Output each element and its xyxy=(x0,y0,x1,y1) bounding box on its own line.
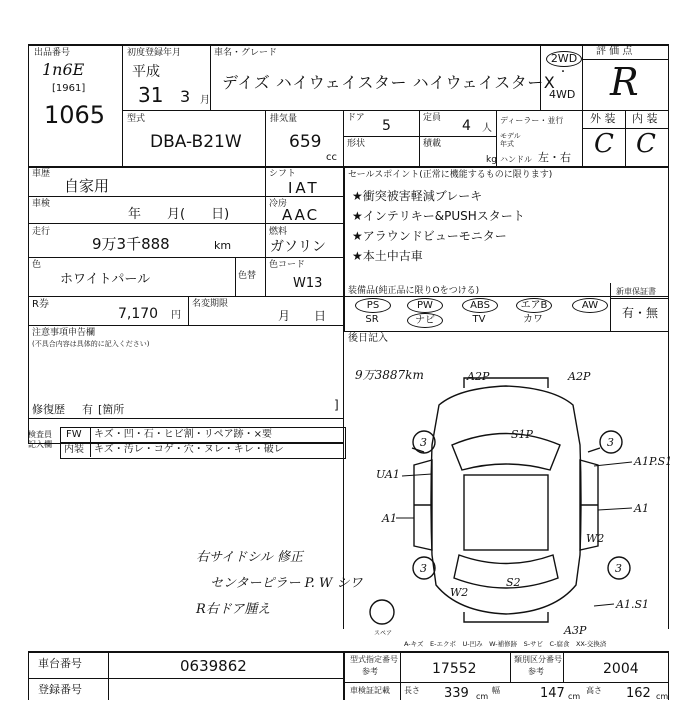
repaint-label: 色替 xyxy=(238,271,257,281)
grade-label: 評 価 点 xyxy=(596,46,633,57)
lot-number: 1065 xyxy=(44,101,106,129)
equip-airbag: エアB xyxy=(516,298,552,313)
shape-label: 形状 xyxy=(347,139,366,149)
ac-label: 冷房 xyxy=(269,199,288,209)
repair-label: 修復歴 xyxy=(32,403,65,416)
mark-w2-rear-left: W2 xyxy=(450,586,469,599)
wheel-mark: 3 xyxy=(615,562,622,575)
model-year-label: モデル 年式 xyxy=(500,132,521,148)
mark-a1p-s1: A1P.S1 xyxy=(634,455,673,468)
equip-tv: TV xyxy=(472,314,486,325)
first-reg-label: 初度登録年月 xyxy=(127,48,182,58)
width-label: 幅 xyxy=(492,686,500,695)
car-condition-diagram xyxy=(344,350,673,650)
km-unit: km xyxy=(214,239,232,252)
displacement-label: 排気量 xyxy=(270,114,298,124)
notes-title: 注意事項申告欄 xyxy=(32,328,96,338)
lot-label: 出品番号 xyxy=(34,48,71,58)
usage-value: 自家用 xyxy=(64,177,110,195)
width-unit: cm xyxy=(568,692,581,701)
inspector-label: 検査員 記入欄 xyxy=(28,430,52,449)
hand-note-3: R右ドア腫え xyxy=(196,602,271,617)
height-unit: cm xyxy=(656,692,669,701)
registration-label: 登録番号 xyxy=(38,683,82,696)
handle-value: 左・右 xyxy=(538,151,571,164)
interior-value: C xyxy=(636,129,656,159)
selling-point: ★本土中古車 xyxy=(352,249,423,263)
legend-interior-text: キズ・汚レ・コゲ・穴・ヌレ・キレ・破レ xyxy=(94,444,284,455)
mark-a3p: A3P xyxy=(564,624,587,637)
diagram-title: 後日記入 xyxy=(348,333,388,344)
color-code-value: W13 xyxy=(293,276,323,291)
equip-pw: PW xyxy=(407,298,443,313)
model-value: DBA-B21W xyxy=(150,132,242,152)
model-label: 型式 xyxy=(127,114,146,124)
inspection-label: 車検 xyxy=(32,199,51,209)
wheel-mark: 3 xyxy=(607,436,614,449)
mark-a2p-front-left: A2P xyxy=(467,370,490,383)
reg-year: 31 xyxy=(138,83,164,107)
height-value: 162 xyxy=(626,686,651,701)
category-reference-label: 参考 xyxy=(528,667,544,676)
color-code-label: 色コード xyxy=(269,260,306,270)
doors-label: ドア xyxy=(347,113,365,123)
width-value: 147 xyxy=(540,686,565,701)
selling-point: ★アラウンドビューモニター xyxy=(352,229,507,243)
fuel-label: 燃料 xyxy=(269,227,288,237)
legend-fw: FW xyxy=(66,429,82,440)
chassis-value: 0639862 xyxy=(180,657,247,675)
mark-a1-right: A1 xyxy=(634,502,649,515)
exterior-label: 外 装 xyxy=(590,112,616,125)
spare-tire-icon xyxy=(370,600,394,624)
cert-label: 車検証記載 xyxy=(350,686,390,695)
lot-sub-number: [1961] xyxy=(52,83,86,94)
shift-value: IAT xyxy=(288,179,320,197)
month-unit: 月 xyxy=(200,95,210,106)
repair-bracket: ] xyxy=(334,398,339,412)
recycle-value: 7,170 xyxy=(118,306,159,322)
length-unit: cm xyxy=(476,692,489,701)
lot-hand-code: 1n6E xyxy=(42,60,85,79)
type-designation-label: 型式指定番号 xyxy=(350,655,398,664)
equip-aw: AW xyxy=(572,298,608,313)
capacity-value: 4 xyxy=(462,118,471,134)
selling-point: ★衝突被害軽減ブレーキ xyxy=(352,189,483,203)
selling-point: ★インテリキー&PUSHスタート xyxy=(352,209,525,223)
category-value: 2004 xyxy=(603,661,639,677)
mark-a1-left: A1 xyxy=(382,512,397,525)
legend-fw-text: キズ・凹・石・ヒビ割・リペア跡・×要 xyxy=(94,429,272,440)
grade-value: R xyxy=(610,60,639,104)
repair-value: 有 xyxy=(82,403,93,416)
dealer-label: ディーラー・並行 xyxy=(500,116,564,125)
hand-note-1: 右サイドシル 修正 xyxy=(196,550,303,565)
roof xyxy=(464,475,548,550)
ac-value: AAC xyxy=(282,206,320,224)
handle-label: ハンドル xyxy=(500,155,532,164)
length-value: 339 xyxy=(444,686,469,701)
equip-leather: カワ xyxy=(523,314,543,325)
drive-4wd: 4WD xyxy=(549,88,576,101)
wheel-mark: 3 xyxy=(420,562,427,575)
repair-unit: [箇所 xyxy=(98,403,125,416)
exterior-value: C xyxy=(594,129,614,159)
recycle-due-value: 月 日 xyxy=(278,309,327,323)
equip-ps: PS xyxy=(355,298,391,313)
category-label: 類別区分番号 xyxy=(514,655,562,664)
capacity-label: 定員 xyxy=(423,113,442,123)
inspection-value: 年 月( 日) xyxy=(128,207,230,222)
damage-code-legend: A-キズ E-エクボ U-凹み W-補修跡 S-サビ C-腐食 XX-交換済 xyxy=(404,640,607,648)
mileage-label: 走行 xyxy=(32,227,51,237)
interior-label: 内 装 xyxy=(632,112,658,125)
notes-subtitle: (不具合内容は具体的に記入ください) xyxy=(32,340,150,348)
yen-unit: 円 xyxy=(171,310,181,321)
selling-points-title: セールスポイント(正常に機能するものに限ります) xyxy=(348,170,553,180)
load-label: 積載 xyxy=(423,139,442,149)
reg-month: 3 xyxy=(180,87,191,106)
equip-abs: ABS xyxy=(462,298,498,313)
color-label: 色 xyxy=(32,260,42,270)
spare-label: スペア xyxy=(374,630,393,637)
mark-s1p: S1P xyxy=(511,428,533,441)
doors-value: 5 xyxy=(382,118,391,134)
mark-s2: S2 xyxy=(506,576,521,589)
mark-a2p-front-right: A2P xyxy=(568,370,591,383)
kg-unit: kg xyxy=(486,155,497,165)
type-designation-value: 17552 xyxy=(432,661,477,677)
drive-2wd-circled: 2WD xyxy=(546,51,582,67)
recycle-label: R券 xyxy=(32,299,49,310)
type-reference-label: 参考 xyxy=(362,667,378,676)
chassis-label: 車台番号 xyxy=(38,657,82,670)
equip-navi: ナビ xyxy=(407,313,443,328)
mark-w2-right: W2 xyxy=(586,532,605,545)
mileage-value: 9万3千888 xyxy=(92,235,170,253)
drive-dot: ・ xyxy=(558,67,568,78)
era: 平成 xyxy=(132,64,160,80)
equipment-title: 装備品(純正品に限りOをつける) xyxy=(348,286,480,296)
cc-unit: cc xyxy=(326,152,337,163)
legend-interior: 内装 xyxy=(64,444,84,455)
car-name: デイズ ハイウェイスター ハイウェイスターX xyxy=(222,73,556,92)
capacity-unit: 人 xyxy=(482,123,492,134)
mark-ua1: UA1 xyxy=(376,468,400,481)
recycle-due-label: 名変期限 xyxy=(192,299,229,309)
equip-sr: SR xyxy=(365,314,379,325)
fuel-value: ガソリン xyxy=(270,239,326,255)
new-car-warranty-label: 新車保証書 xyxy=(616,287,656,296)
hand-note-2: センターピラー P. W シワ xyxy=(210,576,363,591)
diagram-mileage-note: 9万3887km xyxy=(355,368,424,382)
car-name-label: 車名・グレード xyxy=(214,48,278,58)
windshield xyxy=(452,434,560,471)
shift-label: シフト xyxy=(269,169,297,179)
height-label: 高さ xyxy=(586,686,602,695)
color-value: ホワイトパール xyxy=(60,272,151,287)
displacement-value: 659 xyxy=(289,132,322,152)
length-label: 長さ xyxy=(404,686,420,695)
new-car-warranty-value: 有・無 xyxy=(622,306,659,320)
mark-a1-s1-rear: A1.S1 xyxy=(616,598,649,611)
usage-label: 車歴 xyxy=(32,169,51,179)
wheel-mark: 3 xyxy=(420,436,427,449)
